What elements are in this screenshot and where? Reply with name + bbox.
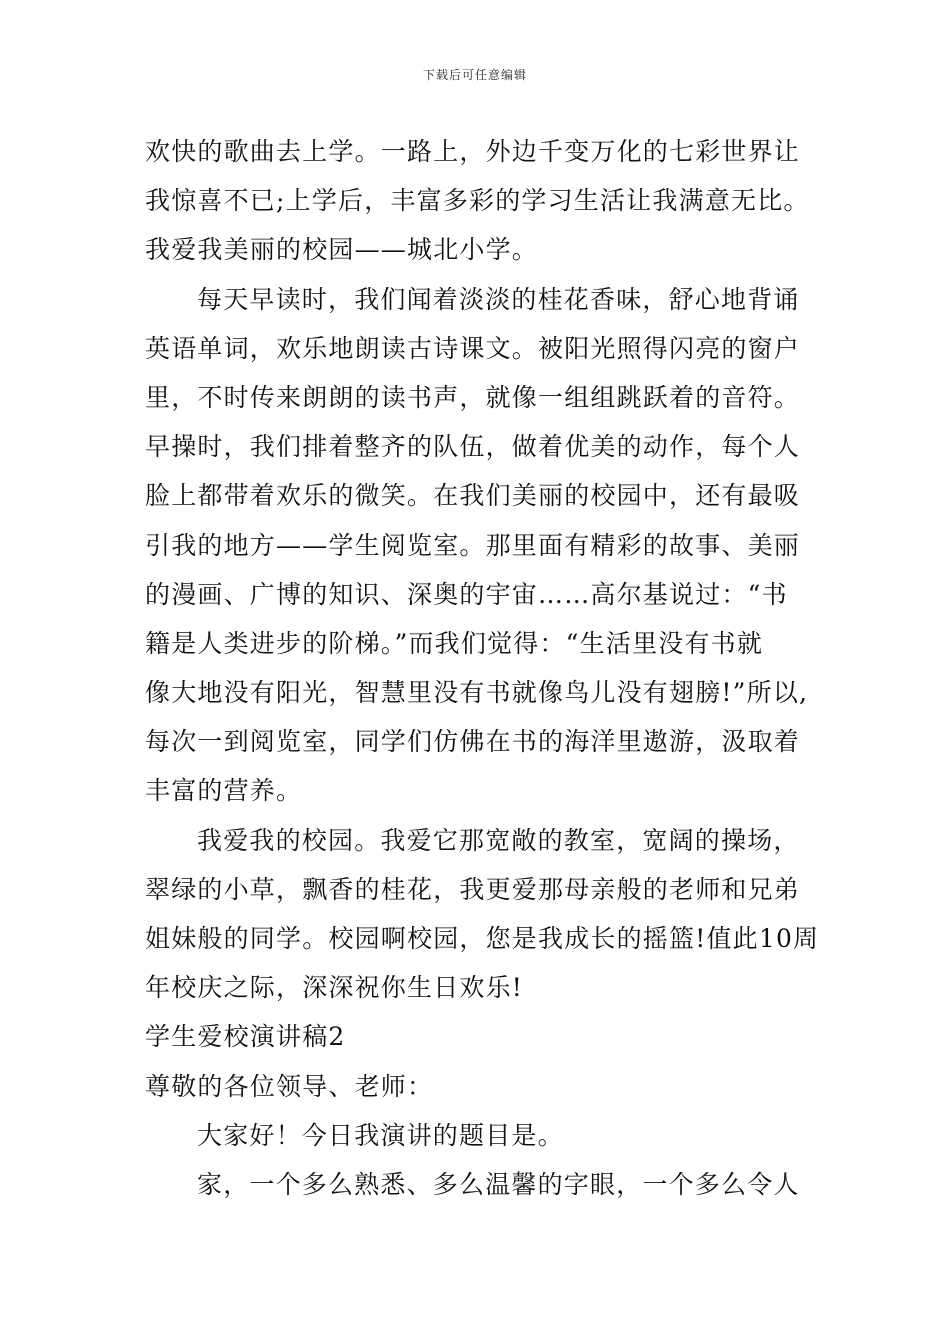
text-line: 早操时，我们排着整齐的队伍，做着优美的动作，每个人 xyxy=(145,432,801,462)
text-line: 我爱我美丽的校园——城北小学。 xyxy=(145,235,539,265)
text-line: 家，一个多么熟悉、多么温馨的字眼，一个多么令人 xyxy=(197,1169,800,1199)
text-line: 姐妹般的同学。校园啊校园，您是我成长的摇篮!值此10周 xyxy=(145,924,820,953)
text-line: 欢快的歌曲去上学。一路上，外边千变万化的七彩世界让 xyxy=(145,137,801,166)
text-line: 丰富的营养。 xyxy=(145,776,303,806)
text-line: 引我的地方——学生阅览室。那里面有精彩的故事、美丽 xyxy=(145,530,801,560)
page-header: 下载后可任意编辑 xyxy=(422,68,527,82)
document-body xyxy=(145,127,835,1209)
text-line: 像大地没有阳光，智慧里没有书就像鸟儿没有翅膀!”所以, xyxy=(145,678,809,708)
text-line: 大家好！今日我演讲的题目是。 xyxy=(197,1120,564,1150)
text-line: 翠绿的小草，飘香的桂花，我更爱那母亲般的老师和兄弟 xyxy=(145,874,801,904)
text-line: 籍是人类进步的阶梯。”而我们觉得：“生活里没有书就 xyxy=(145,628,764,658)
text-line: 我惊喜不已;上学后，丰富多彩的学习生活让我满意无比。 xyxy=(145,186,810,216)
text-line: 每天早读时，我们闻着淡淡的桂花香味，舒心地背诵 xyxy=(197,284,800,314)
text-line: 的漫画、广博的知识、深奥的宇宙……高尔基说过：“书 xyxy=(145,579,788,609)
text-line: 我爱我的校园。我爱它那宽敞的教室，宽阔的操场， xyxy=(197,825,800,855)
text-line: 里，不时传来朗朗的读书声，就像一组组跳跃着的音符。 xyxy=(145,382,801,412)
text-line: 英语单词，欢乐地朗读古诗课文。被阳光照得闪亮的窗户 xyxy=(145,333,801,363)
text-line: 每次一到阅览室，同学们仿佛在书的海洋里遨游，汲取着 xyxy=(145,727,801,757)
text-line: 脸上都带着欢乐的微笑。在我们美丽的校园中，还有最吸 xyxy=(145,481,801,511)
text-line: 年校庆之际，深深祝你生日欢乐! xyxy=(145,973,524,1003)
salutation: 尊敬的各位领导、老师： xyxy=(145,1071,434,1101)
section-title: 学生爱校演讲稿2 xyxy=(145,1022,346,1052)
